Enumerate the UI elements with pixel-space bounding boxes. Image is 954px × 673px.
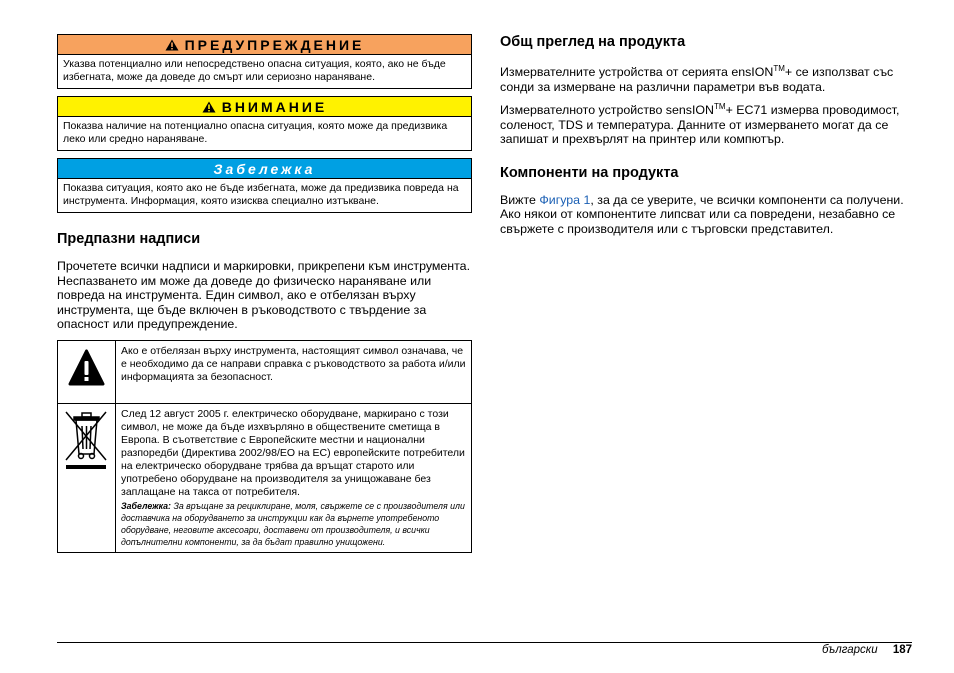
page-number: 187	[892, 644, 912, 656]
components-paragraph	[500, 193, 912, 237]
components-heading: Компоненти на продукта	[500, 164, 679, 181]
weee-text: След 12 август 2005 г. електрическо оборудване, маркирано с този символ, не може да бъде изхвърляно в обществените сметища в Европа. В съответствие с Европейските местни и национални разпоредби (Директива 2002/98/EO на ЕС) европейските потребители на електрическо оборудване трябва да връщат старото или употребено оборудване на производителя за унищожаване без заплащане на такса от потребителя.	[121, 407, 465, 498]
overview-heading: Общ преглед на продукта	[500, 34, 686, 50]
left-column	[57, 34, 472, 553]
caution-header	[58, 97, 471, 117]
page-footer	[822, 644, 912, 656]
symbol-cell	[58, 340, 116, 403]
note-header	[58, 159, 471, 179]
warning-title: ПРЕДУПРЕЖДЕНИЕ	[184, 36, 365, 53]
overview-paragraph-1	[500, 62, 912, 94]
overview-paragraph-2	[500, 100, 912, 147]
symbol-description	[116, 403, 472, 552]
caution-title: ВНИМАНИЕ	[221, 98, 328, 115]
footer-divider	[57, 642, 912, 643]
safety-labels-heading: Предпазни надписи	[57, 231, 201, 247]
symbol-cell	[58, 403, 116, 552]
overview-p1-text-end: + се използват със сонди за измерване на различни параметри във водата.	[500, 65, 894, 94]
components-text-post: , за да се уверите, че всички компоненти са получени. Ако някои от компонентите липсват или са повредени, незабавно се свържете с производителя или с търговски представител.	[500, 192, 904, 236]
symbol-description: Ако е отбелязан върху инструмента, настоящият символ означава, че е необходимо да се направи справка с ръководството за работа и/или информацията за безопасност.	[116, 340, 472, 403]
warning-header	[58, 35, 471, 55]
symbols-table	[57, 340, 472, 553]
crossed-bin-icon	[58, 404, 115, 474]
table-row	[58, 340, 472, 403]
warning-triangle-icon	[165, 39, 179, 51]
weee-note-label: Забележка:	[121, 500, 171, 511]
weee-note-text: За връщане за рециклиране, моля, свържете се с производителя или доставчика на оборудването за инструкции как да върнете употребеното оборудване, неговите аксесоари, доставени от производителя, и всички допълнителни компоненти, за да бъдат правилно унищожени.	[121, 500, 465, 547]
warning-box	[57, 34, 472, 89]
trademark: TM	[773, 64, 785, 73]
warning-triangle-icon	[58, 341, 115, 398]
right-column	[500, 34, 912, 236]
caution-text: Показва наличие на потенциално опасна ситуация, която може да предизвика леко или средно нараняване.	[63, 120, 448, 145]
warning-text: Указва потенциално или непосредствено опасна ситуация, която, ако не бъде избегната, може да доведе до смърт или сериозно нараняване.	[63, 58, 446, 83]
table-row	[58, 403, 472, 552]
caution-triangle-icon	[202, 101, 216, 113]
overview-p2-text: Измервателното устройство sensION	[500, 103, 715, 118]
trademark: TM	[714, 102, 726, 112]
note-title: Забележка	[213, 160, 316, 177]
note-box	[57, 158, 472, 213]
footer-language: български	[821, 644, 878, 656]
weee-note	[121, 500, 466, 548]
caution-box	[57, 96, 472, 151]
overview-p2-text-end: + EC71 измерва проводимост, соленост, TDS и температура. Данните от измерването могат да се запишат и прехвърлят на принтер или компютър.	[500, 103, 900, 147]
figure-link[interactable]: Фигура 1	[539, 192, 591, 207]
overview-p1-text: Измервателните устройства от серията ensION	[500, 65, 774, 80]
components-text-pre: Вижте	[500, 192, 540, 207]
safety-labels-text: Прочетете всички надписи и маркировки, прикрепени към инструмента. Неспазването им може да доведе до физическо нараняване или повреда на инструмента. Един символ, ако е отбелязан върху инструмента, ще бъде включен в ръководството с твърдение за опасност или предупреждение.	[57, 259, 471, 331]
note-text: Показва ситуация, която ако не бъде избегната, може да предизвика повреда на инструмента. Информация, която изисква специално изтъкване.	[63, 182, 459, 207]
